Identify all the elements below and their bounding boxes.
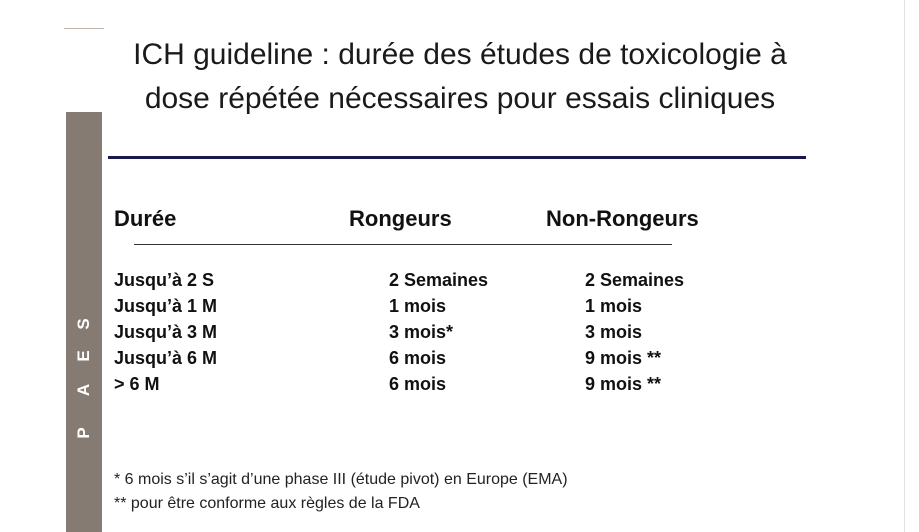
- duration-cell: Jusqu’à 1 M: [114, 296, 218, 316]
- duration-cell: > 6 M: [114, 374, 160, 394]
- side-label-letter: P: [74, 427, 93, 439]
- rodents-cell: 3 mois*: [389, 322, 454, 342]
- non-rodents-cell: 9 mois **: [585, 348, 662, 368]
- rodents-cell: 1 mois: [389, 296, 447, 316]
- column-header-rodents: Rongeurs: [349, 206, 452, 231]
- side-label-letter: E: [74, 350, 93, 362]
- column-header-non-rodents: Non-Rongeurs: [546, 206, 699, 231]
- footnote: * 6 mois s’il s’agit d’une phase III (étude pivot) en Europe (EMA): [114, 471, 568, 488]
- non-rodents-cell: 1 mois: [585, 296, 643, 316]
- column-header-duration: Durée: [114, 206, 177, 231]
- slide-title: [110, 33, 810, 121]
- header-divider: [134, 244, 672, 245]
- footnotes: [114, 468, 568, 516]
- side-label-letter: A: [74, 383, 93, 397]
- rodents-cell: 6 mois: [389, 348, 447, 368]
- duration-cell: Jusqu’à 6 M: [114, 348, 218, 368]
- duration-cell: Jusqu’à 3 M: [114, 322, 218, 342]
- non-rodents-cell: 9 mois **: [585, 374, 662, 394]
- slide-title-line: dose répétée nécessaires pour essais cliniques: [144, 82, 776, 115]
- slide-title-line: ICH guideline : durée des études de toxicologie à: [133, 38, 787, 71]
- rodents-cell: 2 Semaines: [389, 270, 489, 290]
- non-rodents-cell: 3 mois: [585, 322, 643, 342]
- footnote: ** pour être conforme aux règles de la FDA: [114, 495, 420, 512]
- title-underline: [108, 156, 806, 159]
- side-label-band: [66, 112, 102, 532]
- slide-edge: [904, 0, 905, 532]
- non-rodents-cell: 2 Semaines: [585, 270, 685, 290]
- rodents-cell: 6 mois: [389, 374, 447, 394]
- top-divider: [64, 28, 104, 29]
- duration-cell: Jusqu’à 2 S: [114, 270, 215, 290]
- side-label-letter: S: [74, 318, 93, 330]
